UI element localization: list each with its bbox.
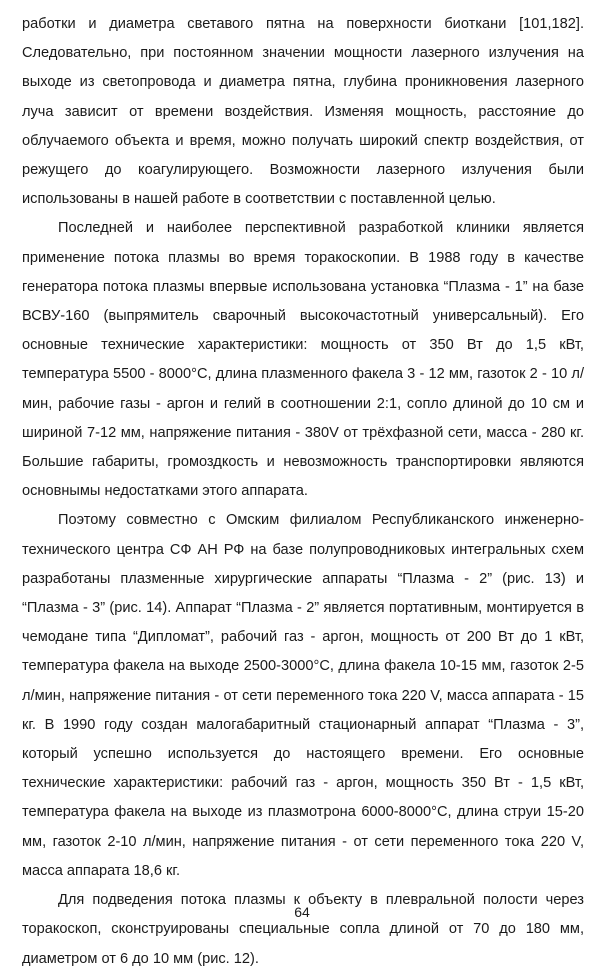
paragraph-plasma-2-3: Поэтому совместно с Омским филиалом Республиканского инженерно-технического центра СФ АН РФ на базе полупроводниковых интегральных схем разработаны плазменные хирургические аппараты “Плазма - 2” (рис. 13) и “Плазма - 3” (рис. 14). Аппарат “Плазма - 2” является портативным, монтируется в чемодане типа “Дипломат”, рабочий газ - аргон, мощность от 200 Вт до 1 кВт, температура факела на выходе 2500-3000°С, длина факела 10-15 мм, газоток 2-5 л/мин, напряжение питания - от сети переменного тока 220 V, масса аппарата - 15 кг. В 1990 году создан малогабаритный стационарный аппарат “Плазма - 3”, который успешно используется до настоящего времени. Его основные технические характеристики: рабочий газ - аргон, мощность 350 Вт - 1,5 кВт, температура факела на выходе из плазмотрона 6000-8000°С, длина струи 15-20 мм, газоток 2-10 л/мин, напряжение питания - от сети переменного тока 220 V, масса аппарата 18,6 кг. — [22, 512, 584, 879]
page-number: 64 — [294, 904, 310, 920]
paragraph-laser-continuation: работки и диаметра светавого пятна на поверхности биоткани [101,182]. Следовательно, при постоянном значении мощности лазерного излучения на выходе из светопровода и диаметра пятна, глубина проникновения лазерного луча зависит от времени воздействия. Изменяя мощность, расстояние до облучаемого объекта и время, можно получать широкий спектр воздействия, от режущего до коагулирующего. Возможности лазерного излучения были использованы в нашей работе в соответствии с поставленной целью. — [22, 16, 584, 208]
document-page — [22, 10, 584, 974]
paragraph-plasma-1: Последней и наиболее перспективной разработкой клиники является применение потока плазмы во время торакоскопии. В 1988 году в качестве генератора потока плазмы впервые использована установка “Плазма - 1” на базе ВСВУ-160 (выпрямитель сварочный высокочастотный универсальный). Его основные технические характеристики: мощность от 350 Вт до 1,5 кВт, температура 5500 - 8000°С, длина плазменного факела 3 - 12 мм, газоток 2 - 10 л/мин, рабочие газы - аргон и гелий в соотношении 2:1, сопло длиной до 10 см и шириной 7-12 мм, напряжение питания - 380V от трёхфазной сети, масса - 280 кг. Большие габариты, громоздкость и невозможность транспортировки являются основнымы недостатками этого аппарата. — [22, 220, 584, 500]
paragraph-nozzles: Для подведения потока плазмы к объекту в плевральной полости через торакоскоп, сконструированы специальные сопла длиной от 70 до 180 мм, диаметром от 6 до 10 мм (рис. 12). — [22, 892, 584, 967]
